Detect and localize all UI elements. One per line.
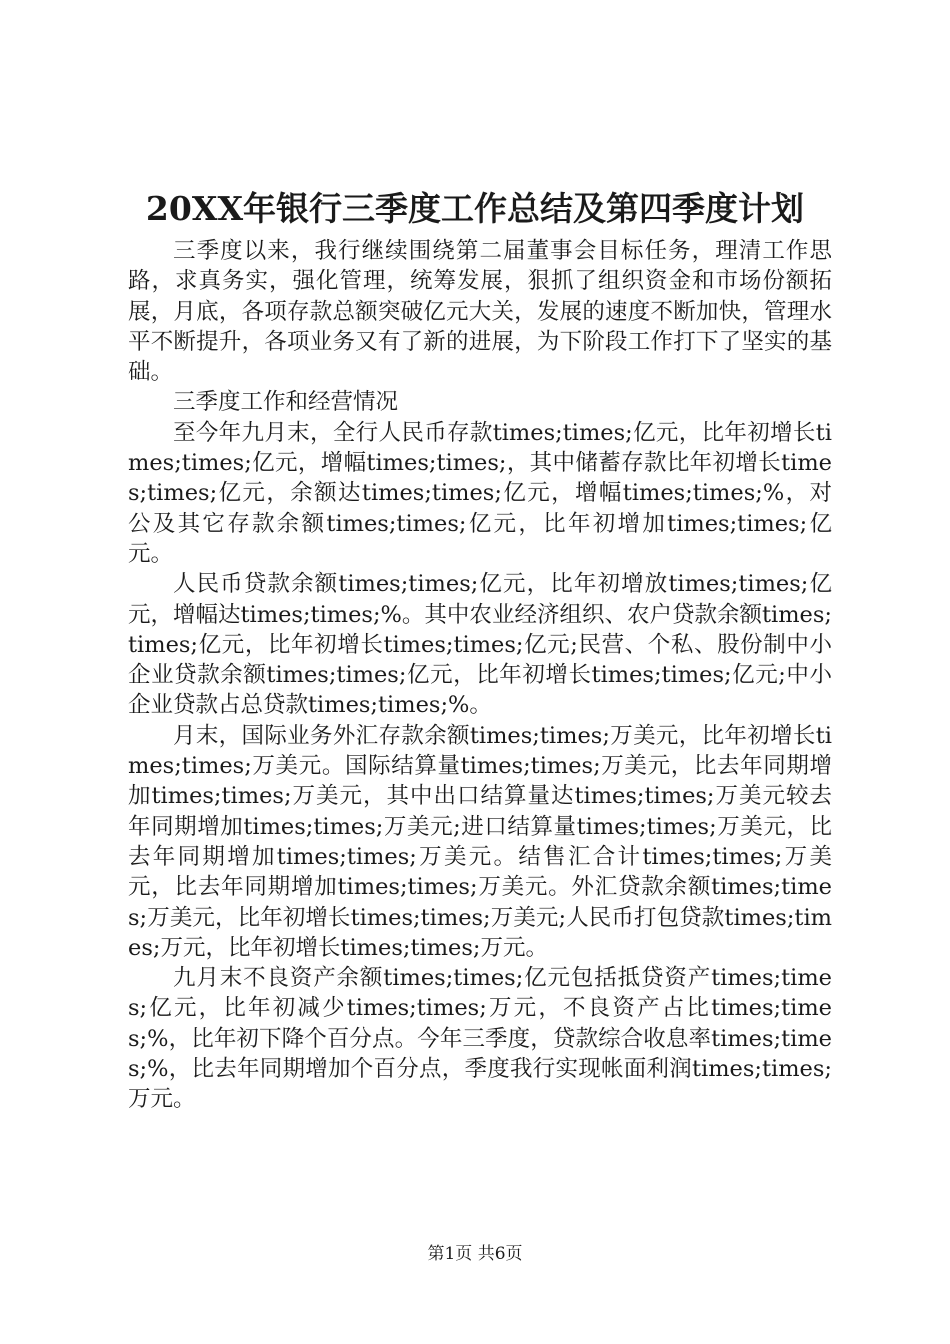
page-number-footer: 第1页 共6页 bbox=[427, 1244, 523, 1264]
document-title: 20XX年银行三季度工作总结及第四季度计划 bbox=[145, 189, 805, 228]
paragraph-intro: 三季度以来，我行继续围绕第二届董事会目标任务，理清工作思路，求真务实，强化管理，统筹发展，狠抓了组织资金和市场份额拓展，月底，各项存款总额突破亿元大关，发展的速度不断加快，管理水平不断提升，各项业务又有了新的进展，为下阶段工作打下了坚实的基础。 bbox=[128, 238, 832, 386]
paragraph-loans: 人民币贷款余额times;times;亿元，比年初增放times;times;亿元，增幅达times;times;%。其中农业经济组织、农户贷款余额times;times;亿元，比年初增长times;times;亿元;民营、个私、股份制中小企业贷款余额times;times;亿元，比年初增长times;times;亿元;中小企业贷款占总贷款times;times;%。 bbox=[128, 571, 832, 719]
paragraph-nonperforming: 九月末不良资产余额times;times;亿元包括抵贷资产times;times;亿元，比年初减少times;times;万元，不良资产占比times;times;%，比年初下降个百分点。今年三季度，贷款综合收息率times;times;%，比去年同期增加个百分点，季度我行实现帐面利润times;times;万元。 bbox=[128, 965, 832, 1113]
paragraph-section-heading: 三季度工作和经营情况 bbox=[173, 389, 399, 416]
paragraph-international: 月末，国际业务外汇存款余额times;times;万美元，比年初增长times;times;万美元。国际结算量times;times;万美元，比去年同期增加times;times;万美元，其中出口结算量达times;times;万美元较去年同期增加times;times;万美元;进口结算量times;times;万美元，比去年同期增加times;times;万美元。结售汇合计times;times;万美元，比去年同期增加times;times;万美元。外汇贷款余额times;times;万美元，比年初增长times;times;万美元;人民币打包贷款times;times;万元，比年初增长times;times;万元。 bbox=[128, 722, 832, 961]
paragraph-deposits: 至今年九月末，全行人民币存款times;times;亿元，比年初增长times;times;亿元，增幅times;times;，其中储蓄存款比年初增长times;times;亿元，余额达times;times;亿元，增幅times;times;%，对公及其它存款余额times;times;亿元，比年初增加times;times;亿元。 bbox=[128, 419, 832, 567]
document-body bbox=[128, 236, 832, 1115]
